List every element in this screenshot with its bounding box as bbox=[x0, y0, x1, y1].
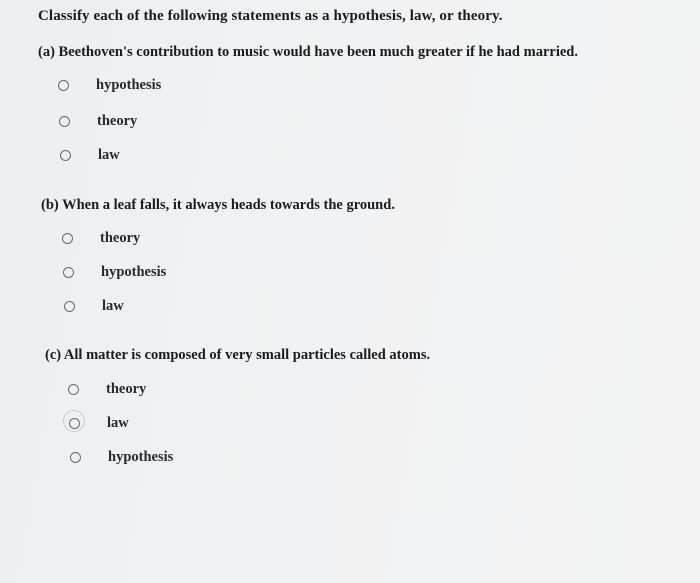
question-c bbox=[45, 347, 430, 364]
instructions-text: Classify each of the following statements as a hypothesis, law, or theory. bbox=[38, 8, 503, 24]
option-label: theory bbox=[106, 381, 147, 397]
question-a-option-1[interactable] bbox=[58, 77, 161, 94]
option-label: hypothesis bbox=[101, 264, 167, 280]
radio-button[interactable] bbox=[70, 452, 81, 463]
question-b bbox=[41, 197, 395, 214]
option-label: law bbox=[107, 415, 129, 431]
radio-button[interactable] bbox=[63, 267, 74, 278]
question-b-option-2[interactable] bbox=[63, 264, 166, 281]
question-c-option-3[interactable] bbox=[70, 449, 173, 466]
question-a-text: (a) Beethoven's contribution to music would have been much greater if he had married. bbox=[38, 44, 578, 60]
question-a-option-2[interactable] bbox=[59, 113, 137, 130]
option-label: theory bbox=[97, 113, 138, 129]
radio-button[interactable] bbox=[59, 116, 70, 127]
option-label: law bbox=[98, 147, 120, 163]
radio-button[interactable] bbox=[68, 384, 79, 395]
question-b-option-1[interactable] bbox=[62, 230, 140, 247]
option-label: hypothesis bbox=[108, 449, 174, 465]
question-a-option-3[interactable] bbox=[60, 147, 120, 164]
radio-button[interactable] bbox=[69, 418, 80, 429]
question-b-option-3[interactable] bbox=[64, 298, 124, 315]
option-label: theory bbox=[100, 230, 141, 246]
option-label: law bbox=[102, 298, 124, 314]
radio-button[interactable] bbox=[60, 150, 71, 161]
radio-button[interactable] bbox=[62, 233, 73, 244]
question-b-text: (b) When a leaf falls, it always heads towards the ground. bbox=[41, 197, 395, 213]
question-a bbox=[38, 44, 578, 61]
radio-button[interactable] bbox=[64, 301, 75, 312]
question-c-option-2[interactable] bbox=[69, 415, 129, 432]
question-c-option-1[interactable] bbox=[68, 381, 146, 398]
question-c-text: (c) All matter is composed of very small particles called atoms. bbox=[45, 347, 431, 363]
radio-button[interactable] bbox=[58, 80, 69, 91]
option-label: hypothesis bbox=[96, 77, 162, 93]
